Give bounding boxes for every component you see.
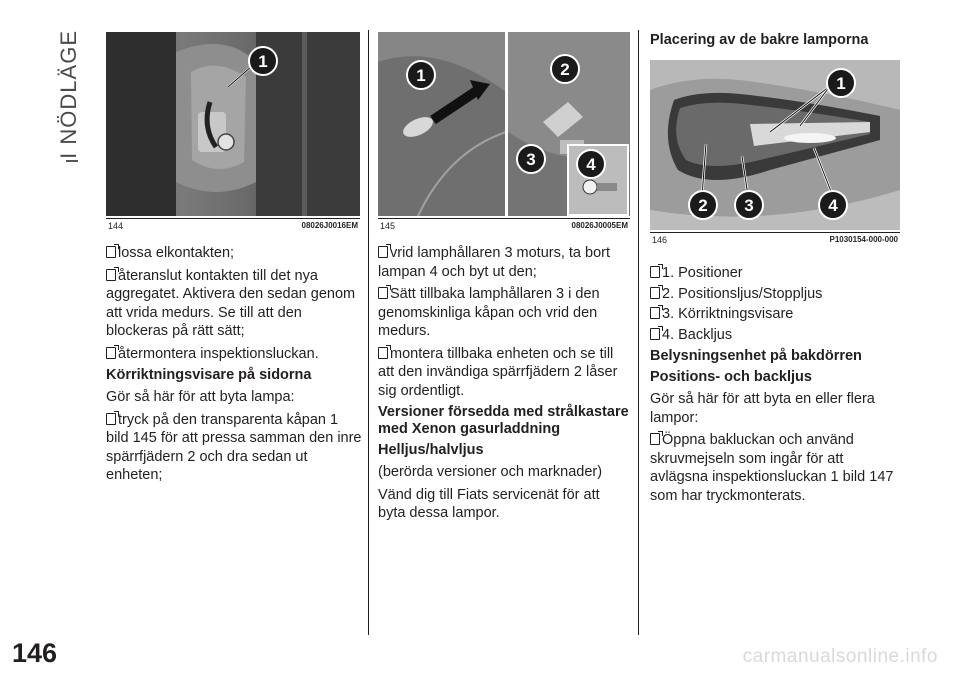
figure-146-caption [650,233,900,247]
legend-item: 3. Körriktningsvisare [650,305,902,324]
figure-145-caption [378,219,630,233]
bullet-icon [378,287,388,299]
figure-145-photo [378,32,630,216]
paragraph: Vänd dig till Fiats servicenät för att byta dessa lampor. [378,486,600,521]
figure-146-callout-2 [686,188,720,222]
section-heading: Placering av de bakre lamporna [650,32,869,48]
list-item: tryck på den transparenta kåpan 1 bild 145 för att pressa samman den inre spärrfjädern 2 och dra sedan ut enheten; [106,411,362,483]
bullet-icon [106,269,116,281]
figure-146-callout-4 [816,188,850,222]
figure-number: 146 [652,235,668,245]
figure-145-callout-4 [574,147,608,181]
column-divider-1 [368,30,369,635]
figure-145 [378,32,630,232]
bullet-icon [106,413,116,425]
column-1 [106,244,362,489]
list-item: återanslut kontakten till det nya aggregatet. Aktivera den sedan genom att vrida medurs. Se till att den blockeras på rätt sätt; [106,267,356,339]
list-item: montera tillbaka enheten och se till att den invändiga spärrfjädern 2 låser sig ordentligt. [378,345,618,399]
svg-text:3: 3 [526,150,536,169]
column-3 [650,32,902,53]
legend-item: 4. Backljus [650,326,902,345]
figure-146 [650,60,900,250]
paragraph: Gör så här för att byta en eller flera lampor: [650,391,875,426]
figure-144 [106,32,360,232]
bullet-icon [106,347,116,359]
figure-145-callout-1 [404,58,438,92]
svg-text:3: 3 [744,196,754,215]
list-item: lossa elkontakten; [106,244,362,263]
figure-146-callout-3 [732,188,766,222]
chapter-tab [56,30,92,160]
figure-145-callout-2 [548,52,582,86]
figure-code: P1030154-000-000 [829,235,898,244]
svg-text:4: 4 [828,196,838,215]
watermark: carmanualsonline.info [742,646,938,667]
sub-heading: Helljus/halvljus [378,442,484,458]
bullet-icon [650,287,660,299]
paragraph: Gör så här för att byta lampa: [106,389,295,405]
figure-146-callout-1 [824,66,858,100]
sub-heading: Positions- och backljus [650,369,812,385]
bullet-icon [650,433,660,445]
figure-number: 145 [380,221,396,231]
section-heading: Versioner försedda med strålkastare med Xenon gasurladdning [378,404,629,437]
figure-number: 144 [108,221,124,231]
figure-code: 08026J0016EM [301,221,358,230]
column-3-body [650,264,902,509]
svg-text:2: 2 [698,196,708,215]
list-item: återmontera inspektionsluckan. [106,345,362,364]
bullet-icon [650,307,660,319]
figure-144-caption [106,219,360,233]
svg-text:1: 1 [258,52,268,71]
column-divider-2 [638,30,639,635]
section-heading: Belysningsenhet på bakdörren [650,348,862,364]
page-number: 146 [12,638,58,668]
list-item: vrid lamphållaren 3 moturs, ta bort lampan 4 och byt ut den; [378,245,611,280]
legend-item: 2. Positionsljus/Stoppljus [650,285,902,304]
svg-text:2: 2 [560,60,570,79]
list-item: Sätt tillbaka lamphållaren 3 i den genomskinliga kåpan och vrid den medurs. [378,286,600,339]
figure-144-photo [106,32,360,216]
figure-code: 08026J0005EM [571,221,628,230]
bullet-icon [650,328,660,340]
svg-text:4: 4 [586,155,596,174]
svg-text:1: 1 [836,74,846,93]
column-2 [378,244,630,527]
figure-144-callout-1 [246,44,280,78]
paragraph: (berörda versioner och marknader) [378,464,603,480]
chapter-marker [66,160,78,162]
bullet-icon [378,347,388,359]
bullet-icon [650,266,660,278]
chapter-title: I NÖDLÄGE [56,30,81,159]
svg-text:1: 1 [416,66,426,85]
section-heading: Körriktningsvisare på sidorna [106,367,312,383]
figure-146-photo [650,60,900,230]
list-item: Öppna bakluckan och använd skruvmejseln som ingår för att avlägsna inspektionsluckan 1 bild 147 som har tryckmonterats. [650,432,894,504]
bullet-icon [106,246,116,258]
legend-item: 1. Positioner [650,264,902,283]
figure-145-callout-3 [514,142,548,176]
bullet-icon [378,246,388,258]
